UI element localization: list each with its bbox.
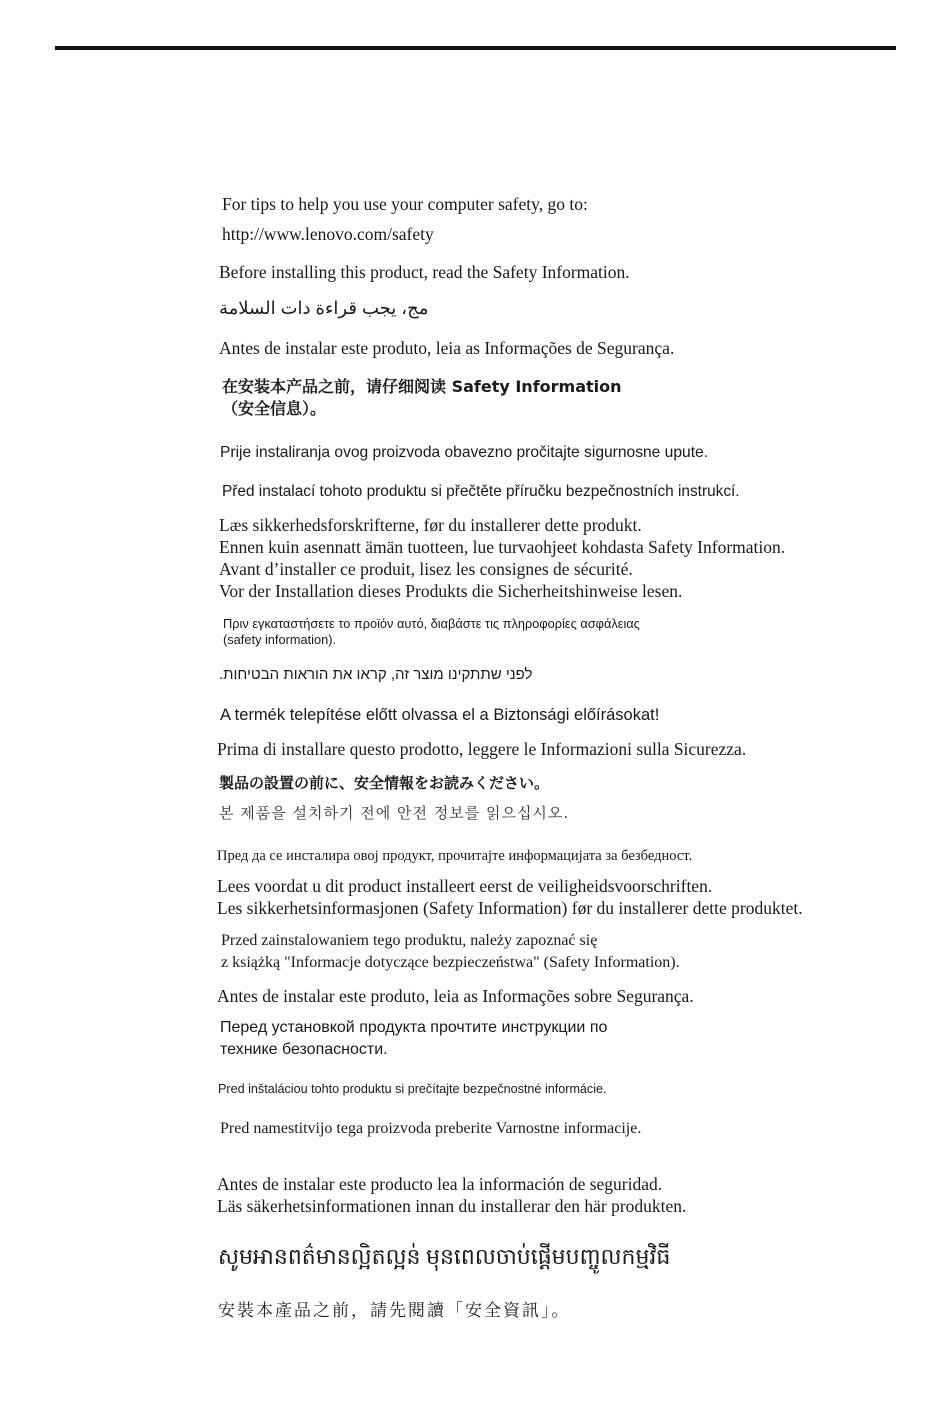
polish-line-1: Przed zainstalowaniem tego produktu, należy zapoznać się (221, 932, 598, 949)
russian-line-2: технике безопасности. (220, 1041, 388, 1058)
dutch-norwegian-safety-notices (217, 875, 803, 919)
croatian-safety-notice: Prije instaliranja ovog proizvoda obavezno pročitajte sigurnosne upute. (220, 444, 709, 461)
slovenian-safety-notice: Pred namestitvijo tega proizvoda preberite Varnostne informacije. (220, 1120, 642, 1137)
chinese-simplified-safety-notice (222, 376, 622, 420)
portuguese-pt-safety-notice: Antes de instalar este produto, leia as Informações sobre Segurança. (217, 986, 694, 1006)
danish-safety-notice: Læs sikkerhedsforskrifterne, før du installerer dette produkt. (219, 515, 642, 535)
french-safety-notice: Avant d’installer ce produit, lisez les consignes de sécurité. (219, 559, 633, 579)
safety-url[interactable]: http://www.lenovo.com/safety (222, 224, 434, 244)
czech-safety-notice: Před instalací tohoto produktu si přečtěte příručku bezpečnostních instrukcí. (222, 483, 740, 500)
hebrew-safety-notice: לפני שתתקינו מוצר זה, קראו את הוראות הבטיחות. (219, 666, 533, 683)
norwegian-safety-notice: Les sikkerhetsinformasjonen (Safety Information) før du installerer dette produktet. (217, 898, 803, 918)
arabic-safety-notice: مج، يجب قراءة دات السلامة (219, 298, 429, 318)
finnish-safety-notice: Ennen kuin asennatt ämän tuotteen, lue turvaohjeet kohdasta Safety Information. (219, 537, 786, 557)
chinese-traditional-safety-notice: 安裝本產品之前，請先閱讀「安全資訊」。 (218, 1301, 571, 1321)
tips-line: For tips to help you use your computer safety, go to: (222, 194, 588, 214)
russian-line-1: Перед установкой продукта прочтите инструкции по (220, 1019, 608, 1036)
hungarian-safety-notice: A termék telepítése előtt olvassa el a Biztonsági előírásokat! (220, 706, 660, 724)
japanese-safety-notice: 製品の設置の前に、安全情報をお読みください。 (219, 774, 550, 792)
italian-safety-notice: Prima di installare questo prodotto, leggere le Informazioni sulla Sicurezza. (217, 739, 747, 759)
swedish-safety-notice: Läs säkerhetsinformationen innan du installerar den här produkten. (217, 1196, 687, 1216)
macedonian-safety-notice: Пред да се инсталира овој продукт, прочитајте информацијата за безбедност. (217, 848, 693, 864)
greek-line-2: (safety information). (223, 632, 337, 647)
greek-line-1: Πριν εγκαταστήσετε το προϊόν αυτό, διαβάστε τις πληροφορίες ασφάλειας (223, 616, 640, 631)
spanish-swedish-safety-notices (217, 1173, 686, 1217)
chinese-simplified-line-1: 在安装本产品之前，请仔细阅读 Safety Information (222, 377, 622, 396)
portuguese-br-safety-notice: Antes de instalar este produto, leia as Informações de Segurança. (219, 338, 675, 358)
korean-safety-notice: 본 제품을 설치하기 전에 안전 정보를 읽으십시오. (219, 804, 570, 822)
dutch-safety-notice: Lees voordat u dit product installeert eerst de veiligheidsvoorschriften. (217, 876, 713, 896)
polish-line-2: z książką "Informacje dotyczące bezpieczeństwa" (Safety Information). (221, 954, 680, 971)
khmer-safety-notice: សូមអានពត៌មានល្អិតល្អន់ មុនពេលចាប់ផ្ដើមបញ្ចូលកម្មវិធី (218, 1244, 671, 1269)
top-rule (55, 46, 896, 50)
nordic-safety-notices (219, 514, 785, 602)
greek-safety-notice (223, 616, 640, 648)
russian-safety-notice (220, 1017, 607, 1061)
german-safety-notice: Vor der Installation dieses Produkts die Sicherheitshinweise lesen. (219, 581, 683, 601)
polish-safety-notice (221, 930, 680, 974)
slovak-safety-notice: Pred inštaláciou tohto produktu si prečítajte bezpečnostné informácie. (218, 1082, 607, 1096)
spanish-safety-notice: Antes de instalar este producto lea la información de seguridad. (217, 1174, 663, 1194)
english-safety-notice: Before installing this product, read the Safety Information. (219, 262, 630, 282)
chinese-simplified-line-2: （安全信息）。 (222, 399, 327, 418)
